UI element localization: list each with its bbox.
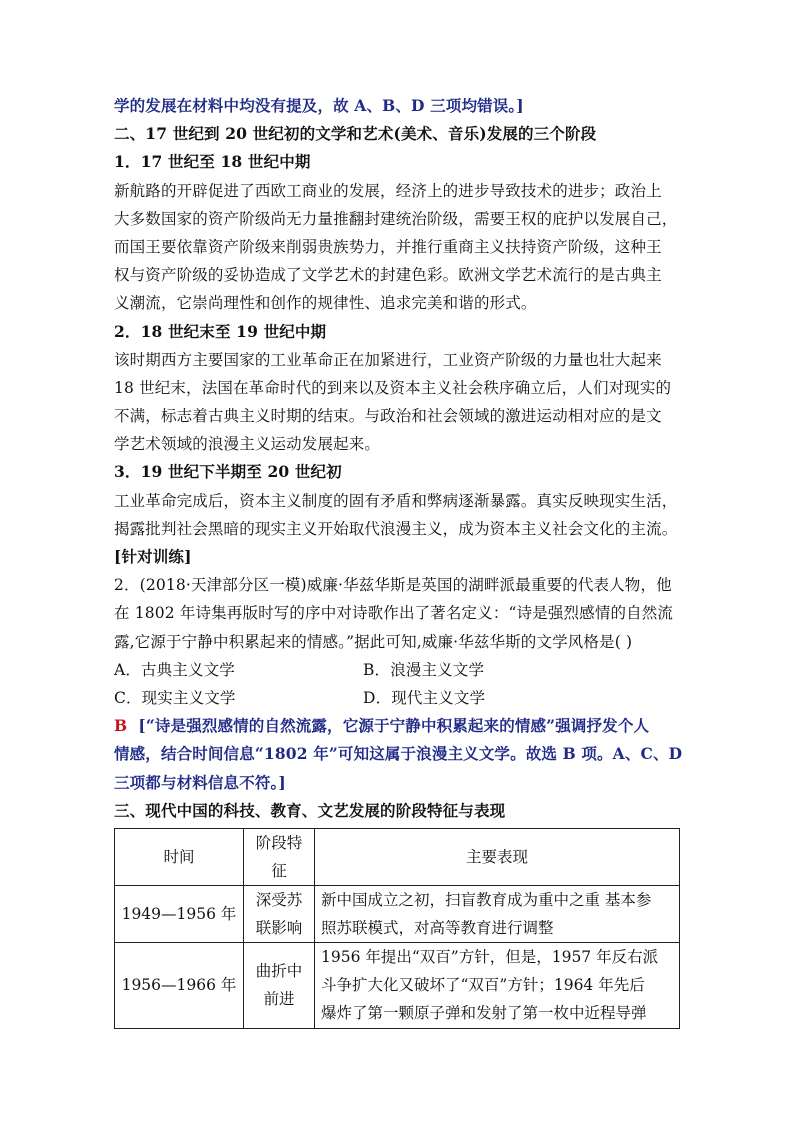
stage-2-title: 2．18 世纪末至 19 世纪中期 xyxy=(114,321,327,341)
option-c: C．现实主义文学 xyxy=(114,688,236,707)
options-row xyxy=(114,684,682,712)
row-description-line: 新中国成立之初，扫盲教育成为重中之重 基本参 xyxy=(321,890,652,909)
section-2-heading: 二、17 世纪到 20 世纪初的文学和艺术(美术、音乐)发展的三个阶段 xyxy=(114,124,597,144)
stage-3-title: 3．19 世纪下半期至 20 世纪初 xyxy=(114,462,342,482)
option-d: D．现代主义文学 xyxy=(363,688,486,707)
question-line: 2．(2018·天津部分区一模)威廉·华兹华斯是英国的湖畔派最重要的代表人物，他 xyxy=(114,576,672,595)
row-feature-line: 深受苏 xyxy=(255,890,303,909)
row-feature xyxy=(244,942,315,1028)
stages-table xyxy=(114,828,680,1029)
options-row xyxy=(114,656,682,684)
row-feature-line: 前进 xyxy=(263,990,295,1009)
row-description xyxy=(315,885,680,942)
row-description-line: 照苏联模式，对高等教育进行调整 xyxy=(321,918,554,937)
stage-2-line: 该时期西方主要国家的工业革命正在加紧进行，工业资产阶级的力量也壮大起来 xyxy=(114,350,662,369)
row-feature-line: 曲折中 xyxy=(255,962,303,981)
header-feature xyxy=(244,828,315,885)
stage-1-title: 1．17 世纪至 18 世纪中期 xyxy=(114,152,311,172)
row-description-line: 1956 年提出“双百”方针，但是，1957 年反右派 xyxy=(321,948,659,967)
table-row xyxy=(115,885,680,942)
answer-text: [“诗是强烈感情的自然流露，它源于宁静中积累起来的情感”强调抒发个人 xyxy=(138,716,650,736)
row-feature-line: 联影响 xyxy=(255,918,303,937)
row-description-line: 爆炸了第一颗原子弹和发射了第一枚中近程导弹 xyxy=(321,1004,647,1023)
row-time: 1949—1956 年 xyxy=(115,885,244,942)
table-header-row xyxy=(115,828,680,885)
stage-1-line: 而国王要依靠资产阶级来削弱贵族势力，并推行重商主义扶持资产阶级，这种王 xyxy=(114,237,662,256)
stage-2-line: 不满，标志着古典主义时期的结束。与政治和社会领域的激进运动相对应的是文 xyxy=(114,407,662,426)
section-3-heading: 三、现代中国的科技、教育、文艺发展的阶段特征与表现 xyxy=(114,800,506,820)
previous-answer-tail: 学的发展在材料中均没有提及，故 A、B、D 三项均错误。] xyxy=(114,96,524,115)
answer-line: 三项都与材料信息不符。] xyxy=(114,772,286,792)
option-b: B．浪漫主义文学 xyxy=(363,660,485,679)
answer-line: 情感，结合时间信息“1802 年”可知这属于浪漫主义文学。故选 B 项。A、C、D xyxy=(114,744,683,764)
stage-1-line: 大多数国家的资产阶级尚无力量推翻封建统治阶级，需要王权的庇护以发展自己， xyxy=(114,209,678,228)
stage-1-line: 新航路的开辟促进了西欧工商业的发展，经济上的进步导致技术的进步；政治上 xyxy=(114,181,662,200)
stage-3-line: 工业革命完成后，资本主义制度的固有矛盾和弊病逐渐暴露。真实反映现实生活， xyxy=(114,491,678,510)
header-feature-line: 阶段特 xyxy=(255,833,303,852)
header-feature-line: 征 xyxy=(271,861,287,880)
header-time: 时间 xyxy=(115,828,244,885)
document-page xyxy=(114,92,682,1029)
stage-2-line: 18 世纪末，法国在革命时代的到来以及资本主义社会秩序确立后，人们对现实的 xyxy=(114,378,672,397)
question-line: 在 1802 年诗集再版时写的序中对诗歌作出了著名定义：“诗是强烈感情的自然流 xyxy=(114,604,674,623)
header-main: 主要表现 xyxy=(315,828,680,885)
row-description xyxy=(315,942,680,1028)
stage-3-line: 揭露批判社会黑暗的现实主义开始取代浪漫主义，成为资本主义社会文化的主流。 xyxy=(114,519,678,538)
practice-label: [针对训练] xyxy=(114,547,192,566)
row-description-line: 斗争扩大化又破坏了“双百”方针；1964 年先后 xyxy=(321,976,645,995)
answer-letter: B xyxy=(114,716,128,736)
stage-1-line: 义潮流，它崇尚理性和创作的规律性、追求完美和谐的形式。 xyxy=(114,294,537,313)
row-time: 1956—1966 年 xyxy=(115,942,244,1028)
table-row xyxy=(115,942,680,1028)
question-line: 露,它源于宁静中积累起来的情感。”据此可知,威廉·华兹华斯的文学风格是( ) xyxy=(114,632,633,651)
row-feature xyxy=(244,885,315,942)
stage-1-line: 权与资产阶级的妥协造成了文学艺术的封建色彩。欧洲文学艺术流行的是古典主 xyxy=(114,266,662,285)
answer-line xyxy=(114,712,682,740)
option-a: A．古典主义文学 xyxy=(114,660,235,679)
stage-2-line: 学艺术领域的浪漫主义运动发展起来。 xyxy=(114,435,381,454)
